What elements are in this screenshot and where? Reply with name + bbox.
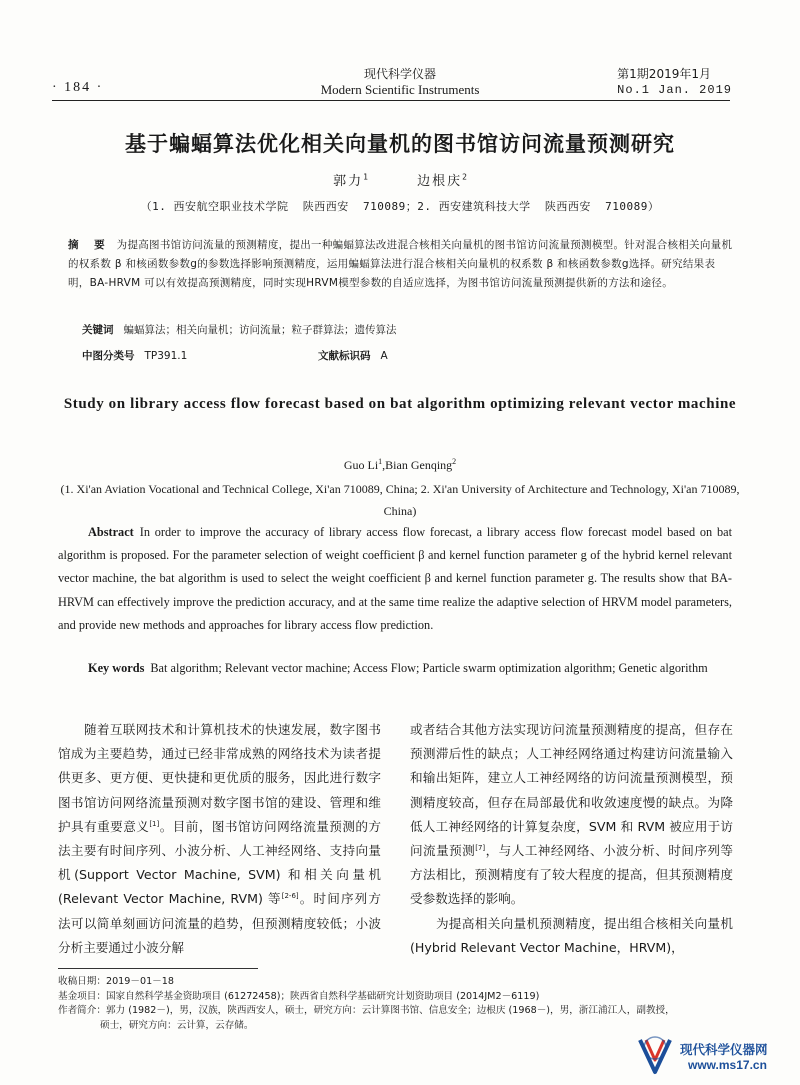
citation: [1]: [149, 819, 160, 828]
classification-row: [82, 348, 722, 363]
body-text: 随着互联网技术和计算机技术的快速发展，数字图书馆成为主要趋势，通过已经非常成熟的网络技术为读者提供更多、更方便、更快捷和更优质的服务，因此进行数字图书馆访问网络流量预测对数字图书馆的建设、管理和维护具有重要意义: [58, 722, 381, 834]
paper-title-en: Study on library access flow forecast based on bat algorithm optimizing relevant vector machine: [63, 396, 737, 412]
journal-name-cn: 现代科学仪器: [363, 67, 436, 81]
body-column-left: [58, 718, 381, 960]
journal-name-en: Modern Scientific Instruments: [320, 82, 480, 97]
authors-en: Guo Li$^1$,Bian Genqing$^2$: [343, 457, 457, 472]
body-text: ，与人工神经网络、小波分析、时间序列等方法相比，预测精度有了较大程度的提高，但其预测精度受参数选择的影响。: [410, 843, 734, 907]
body-column-right: [410, 718, 733, 960]
doc-code-value: A: [380, 350, 388, 362]
authors-cn: [0, 170, 800, 189]
body-text: 。时间序列方法可以简单刻画访问流量的趋势，但预测精度较低；小波分析主要通过小波分解: [58, 891, 381, 955]
document-code: [318, 348, 388, 363]
doc-code-label: 文献标识码: [318, 350, 371, 362]
keywords-cn-text: 蝙蝠算法；相关向量机；访问流量；粒子群算法；遗传算法: [123, 324, 397, 336]
body-paragraph: 为提高相关向量机预测精度，提出组合核相关向量机(Hybrid Relevant Vector Machine，HRVM)，: [410, 915, 733, 955]
footnote-bio-cont: 硕士，研究方向：云计算，云存储。: [100, 1019, 254, 1031]
body-text: 或者结合其他方法实现访问流量预测精度的提高，但存在预测滞后性的缺点；人工神经网络通过构建访问流量输入和输出矩阵，建立人工神经网络的访问流量预测模型，预测精度较高，但存在局部最优和收敛速度慢的缺点。为降低人工神经网络的计算复杂度，SVM 和 RVM 被应用于访问流量预测: [410, 722, 733, 859]
footnote-received: 收稿日期：2019－01－18: [58, 976, 174, 987]
watermark-site-url: www.ms17.cn: [688, 1058, 767, 1072]
keywords-en-label: Key words: [88, 661, 145, 675]
footnote-fund: 基金项目：国家自然科学基金资助项目 (61272458)；陕西省自然科学基础研究计划资助项目 (2014JM2－6119): [58, 990, 540, 1002]
clc-label: 中图分类号: [82, 350, 135, 362]
author-name: 边根庆: [417, 174, 463, 189]
footnote-rule: [58, 968, 258, 969]
abstract-cn: [68, 236, 734, 293]
keywords-en: [58, 657, 732, 680]
citation: [2-6]: [281, 892, 299, 901]
affiliation-cn: （1. 西安航空职业技术学院 陕西西安 710089；2. 西安建筑科技大学 陕西西安 710089）: [140, 200, 660, 213]
citation: [7]: [475, 843, 486, 852]
author-name-en: Bian Genqing: [385, 458, 453, 472]
abstract-en-label: Abstract: [88, 525, 134, 539]
keywords-en-text: Bat algorithm; Relevant vector machine; Access Flow; Particle swarm optimization algorithm; Genetic algorithm: [150, 661, 708, 675]
footnotes: [58, 975, 748, 1033]
issue-en: No.1 Jan. 2019: [617, 83, 732, 97]
footnote-bio: 作者简介：郭力 (1982－)，男，汉族，陕西西安人，硕士，研究方向：云计算图书馆、信息安全；边根庆 (1968－)，男，浙江浦江人，副教授，: [58, 1005, 675, 1017]
watermark-logo-icon: [632, 1034, 678, 1078]
paper-title-cn: 基于蝙蝠算法优化相关向量机的图书馆访问流量预测研究: [125, 132, 675, 156]
author-name: 郭力: [333, 174, 364, 189]
abstract-en-text: In order to improve the accuracy of library access flow forecast, a library access flow forecast model based on bat algorithm is proposed. For the parameter selection of weight coefficient β and kernel function parameter g of the hybrid kernel relevant vector machine, the bat algorithm is used to select the weight coefficient β and kernel function parameter g. The results show that BA-HRVM can effectively improve the prediction accuracy, and at the same time realize the adaptive selection of HRVM model parameters, and provide new methods and approaches for library access flow prediction.: [58, 525, 732, 632]
author-name-en: Guo Li: [343, 458, 379, 472]
issue-info: [617, 66, 732, 98]
author-affil-mark: 2: [452, 457, 457, 466]
keywords-cn: [82, 322, 397, 337]
page-number: · 184 ·: [52, 80, 104, 95]
abstract-cn-text: 为提高图书馆访问流量的预测精度，提出一种蝙蝠算法改进混合核相关向量机的图书馆访问流量预测模型。针对混合核相关向量机的权系数 β 和核函数参数g的参数选择影响预测精度，运用蝙蝠算法进行混合核相关向量机的权系数 β 和核函数参数g选择。研究结果表明，BA-HRVM 可以有效提高预测精度，同时实现HRVM模型参数的自适应选择，为图书馆访问流量预测提供新的方法和途径。: [68, 239, 733, 289]
body-text: 。目前，图书馆访问网络流量预测的方法主要有时间序列、小波分析、人工神经网络、支持向量机(Support Vector Machine, SVM) 和相关向量机 (Relevant Vector Machine, RVM) 等: [58, 818, 382, 907]
issue-cn: 第1期2019年1月: [617, 67, 711, 81]
site-watermark: [632, 1034, 792, 1078]
author-affil-mark: 1: [378, 457, 383, 466]
author-affil-mark: 2: [462, 172, 467, 182]
header-rule: [52, 100, 730, 101]
abstract-cn-label: 摘 要: [68, 239, 111, 251]
abstract-en: [58, 521, 732, 637]
affiliation-en: (1. Xi'an Aviation Vocational and Technical College, Xi'an 710089, China; 2. Xi'an University of Architecture and Technology, Xi'an 710089, China): [60, 482, 740, 518]
clc-value: TP391.1: [144, 350, 188, 362]
keywords-cn-label: 关键词: [82, 324, 114, 336]
watermark-site-name: 现代科学仪器网: [680, 1042, 768, 1057]
author-affil-mark: 1: [363, 172, 368, 182]
